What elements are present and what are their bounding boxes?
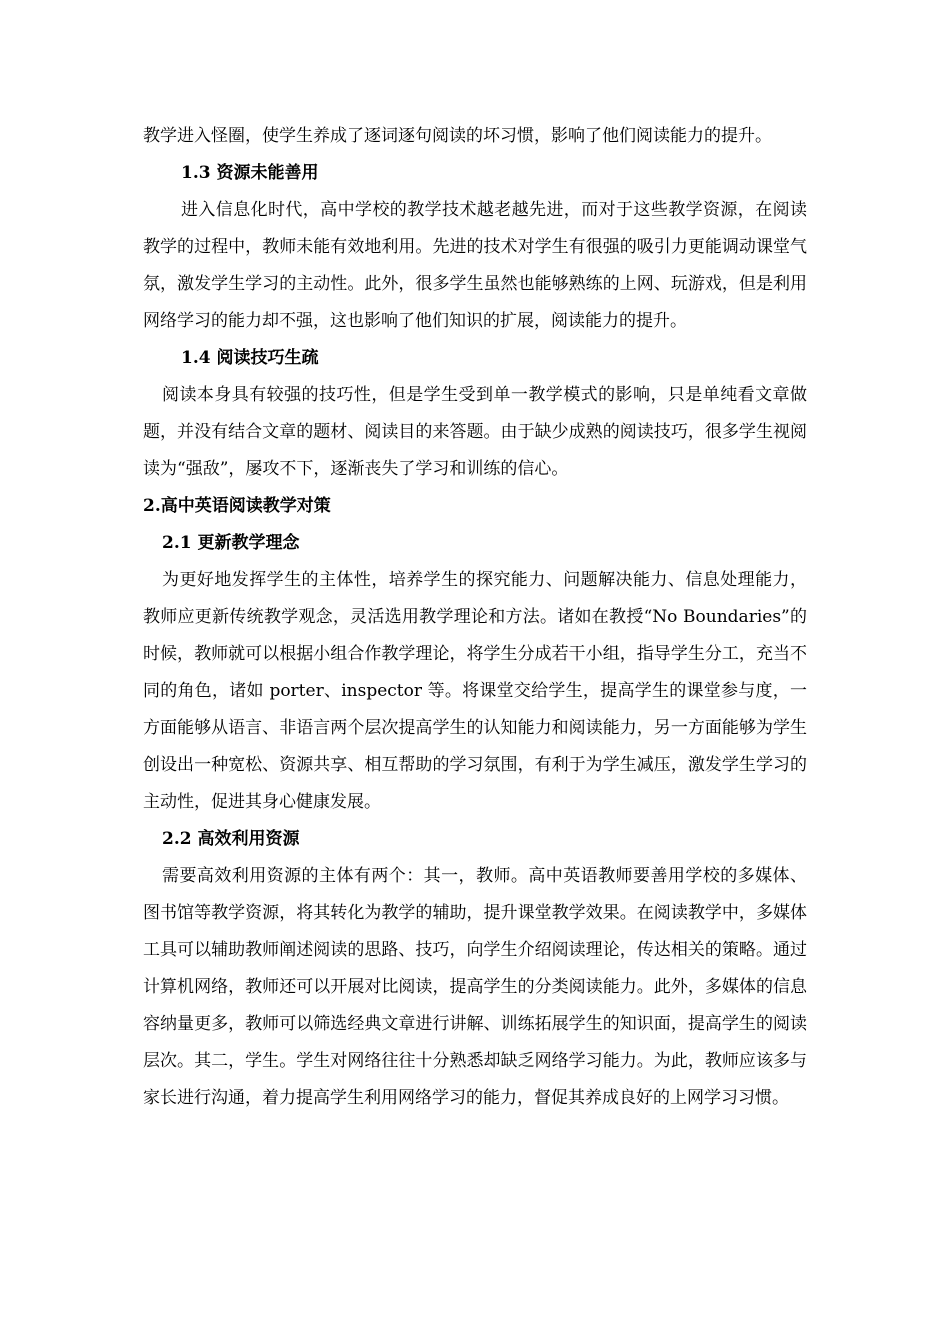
section-heading-2-1: 2.1 更新教学理念 [162, 533, 300, 553]
section-heading-1-4: 1.4 阅读技巧生疏 [181, 348, 319, 368]
paragraph-resources: 进入信息化时代，高中学校的教学技术越老越先进，而对于这些教学资源，在阅读教学的过程中，教师未能有效地利用。先进的技术对学生有很强的吸引力更能调动课堂气氛，激发学生学习的主动性。此外，很多学生虽然也能够熟练的上网、玩游戏，但是利用网络学习的能力却不强，这也影响了他们知识的扩展，阅读能力的提升。 [143, 200, 807, 331]
document-body [143, 118, 807, 1117]
paragraph-teaching-concept: 为更好地发挥学生的主体性，培养学生的探究能力、问题解决能力、信息处理能力，教师应更新传统教学观念，灵活选用教学理论和方法。诸如在教授“No Boundaries”的时候，教师就可以根据小组合作教学理论，将学生分成若干小组，指导学生分工，充当不同的角色，诸如 porter、inspector 等。将课堂交给学生，提高学生的课堂参与度，一方面能够从语言、非语言两个层次提高学生的认知能力和阅读能力，另一方面能够为学生创设出一种宽松、资源共享、相互帮助的学习氛围，有利于为学生减压，激发学生学习的主动性，促进其身心健康发展。 [143, 570, 807, 812]
paragraph-reading-skills: 阅读本身具有较强的技巧性，但是学生受到单一教学模式的影响，只是单纯看文章做题，并没有结合文章的题材、阅读目的来答题。由于缺少成熟的阅读技巧，很多学生视阅读为“强敌”，屡攻不下，逐渐丧失了学习和训练的信心。 [143, 385, 807, 479]
section-heading-1-3: 1.3 资源未能善用 [181, 163, 319, 183]
paragraph-continuation: 教学进入怪圈，使学生养成了逐词逐句阅读的坏习惯，影响了他们阅读能力的提升。 [143, 126, 772, 146]
section-heading-2: 2.高中英语阅读教学对策 [143, 496, 331, 516]
section-heading-2-2: 2.2 高效利用资源 [162, 829, 300, 849]
paragraph-efficient-resources: 需要高效利用资源的主体有两个：其一，教师。高中英语教师要善用学校的多媒体、图书馆等教学资源，将其转化为教学的辅助，提升课堂教学效果。在阅读教学中，多媒体工具可以辅助教师阐述阅读的思路、技巧，向学生介绍阅读理论，传达相关的策略。通过计算机网络，教师还可以开展对比阅读，提高学生的分类阅读能力。此外，多媒体的信息容纳量更多，教师可以筛选经典文章进行讲解、训练拓展学生的知识面，提高学生的阅读层次。其二，学生。学生对网络往往十分熟悉却缺乏网络学习能力。为此，教师应该多与家长进行沟通，着力提高学生利用网络学习的能力，督促其养成良好的上网学习习惯。 [143, 866, 807, 1108]
